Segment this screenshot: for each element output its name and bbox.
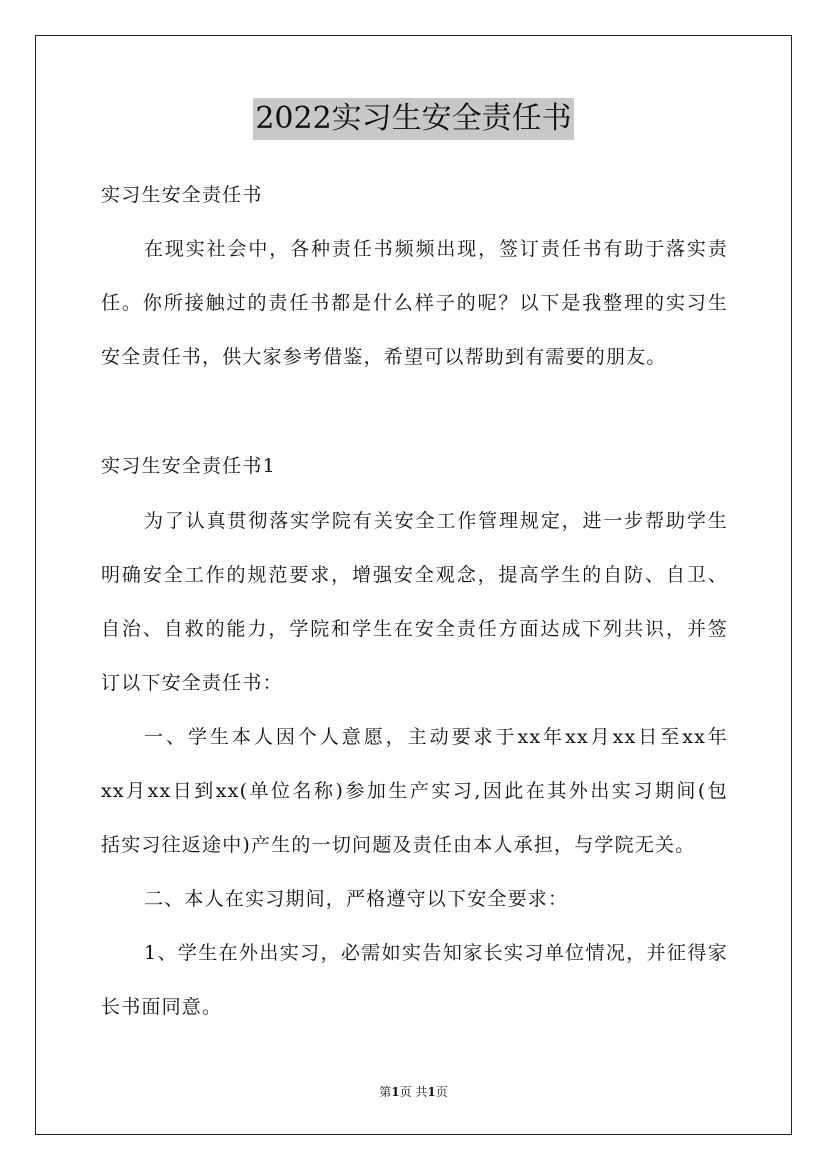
paragraph-line: 长书面同意。 [101,996,223,1018]
paragraph-line: 明确安全工作的规范要求，增强安全观念，提高学生的自防、自卫、 [101,564,728,586]
paragraph-line: 任。你所接触过的责任书都是什么样子的呢？以下是我整理的实习生 [101,292,728,314]
footer-prefix: 第 [379,1085,392,1099]
paragraph-line: 二、本人在实习期间，严格遵守以下安全要求： [144,888,569,910]
footer-page-number: 1 [391,1085,400,1099]
paragraph-line: 自治、自救的能力，学院和学生在安全责任方面达成下列共识，并签 [101,618,728,640]
paragraph-line: xx月xx日到xx(单位名称)参加生产实习,因此在其外出实习期间(包 [101,780,728,802]
paragraph-line: 1、学生在外出实习，必需如实告知家长实习单位情况，并征得家 [144,942,728,964]
paragraph-line: 安全责任书，供大家参考借鉴，希望可以帮助到有需要的朋友。 [101,346,667,368]
paragraph-line: 在现实社会中，各种责任书频频出现，签订责任书有助于落实责 [144,238,728,260]
paragraph-line: 括实习往返途中)产生的一切问题及责任由本人承担，与学院无关。 [101,834,696,856]
paragraph-line: 订以下安全责任书： [101,672,283,694]
section-heading: 实习生安全责任书 [101,184,263,206]
paragraph-line: 为了认真贯彻落实学院有关安全工作管理规定，进一步帮助学生 [144,510,728,532]
paragraph-line: 一、学生本人因个人意愿，主动要求于xx年xx月xx日至xx年 [144,726,728,748]
page-footer [0,1084,827,1100]
document-title [0,98,827,140]
footer-page-total: 1 [427,1085,436,1099]
section-heading: 实习生安全责任书1 [101,455,276,477]
footer-middle: 页 共 [399,1085,428,1099]
document-title-text: 2022实习生安全责任书 [253,98,573,140]
footer-suffix: 页 [435,1085,448,1099]
